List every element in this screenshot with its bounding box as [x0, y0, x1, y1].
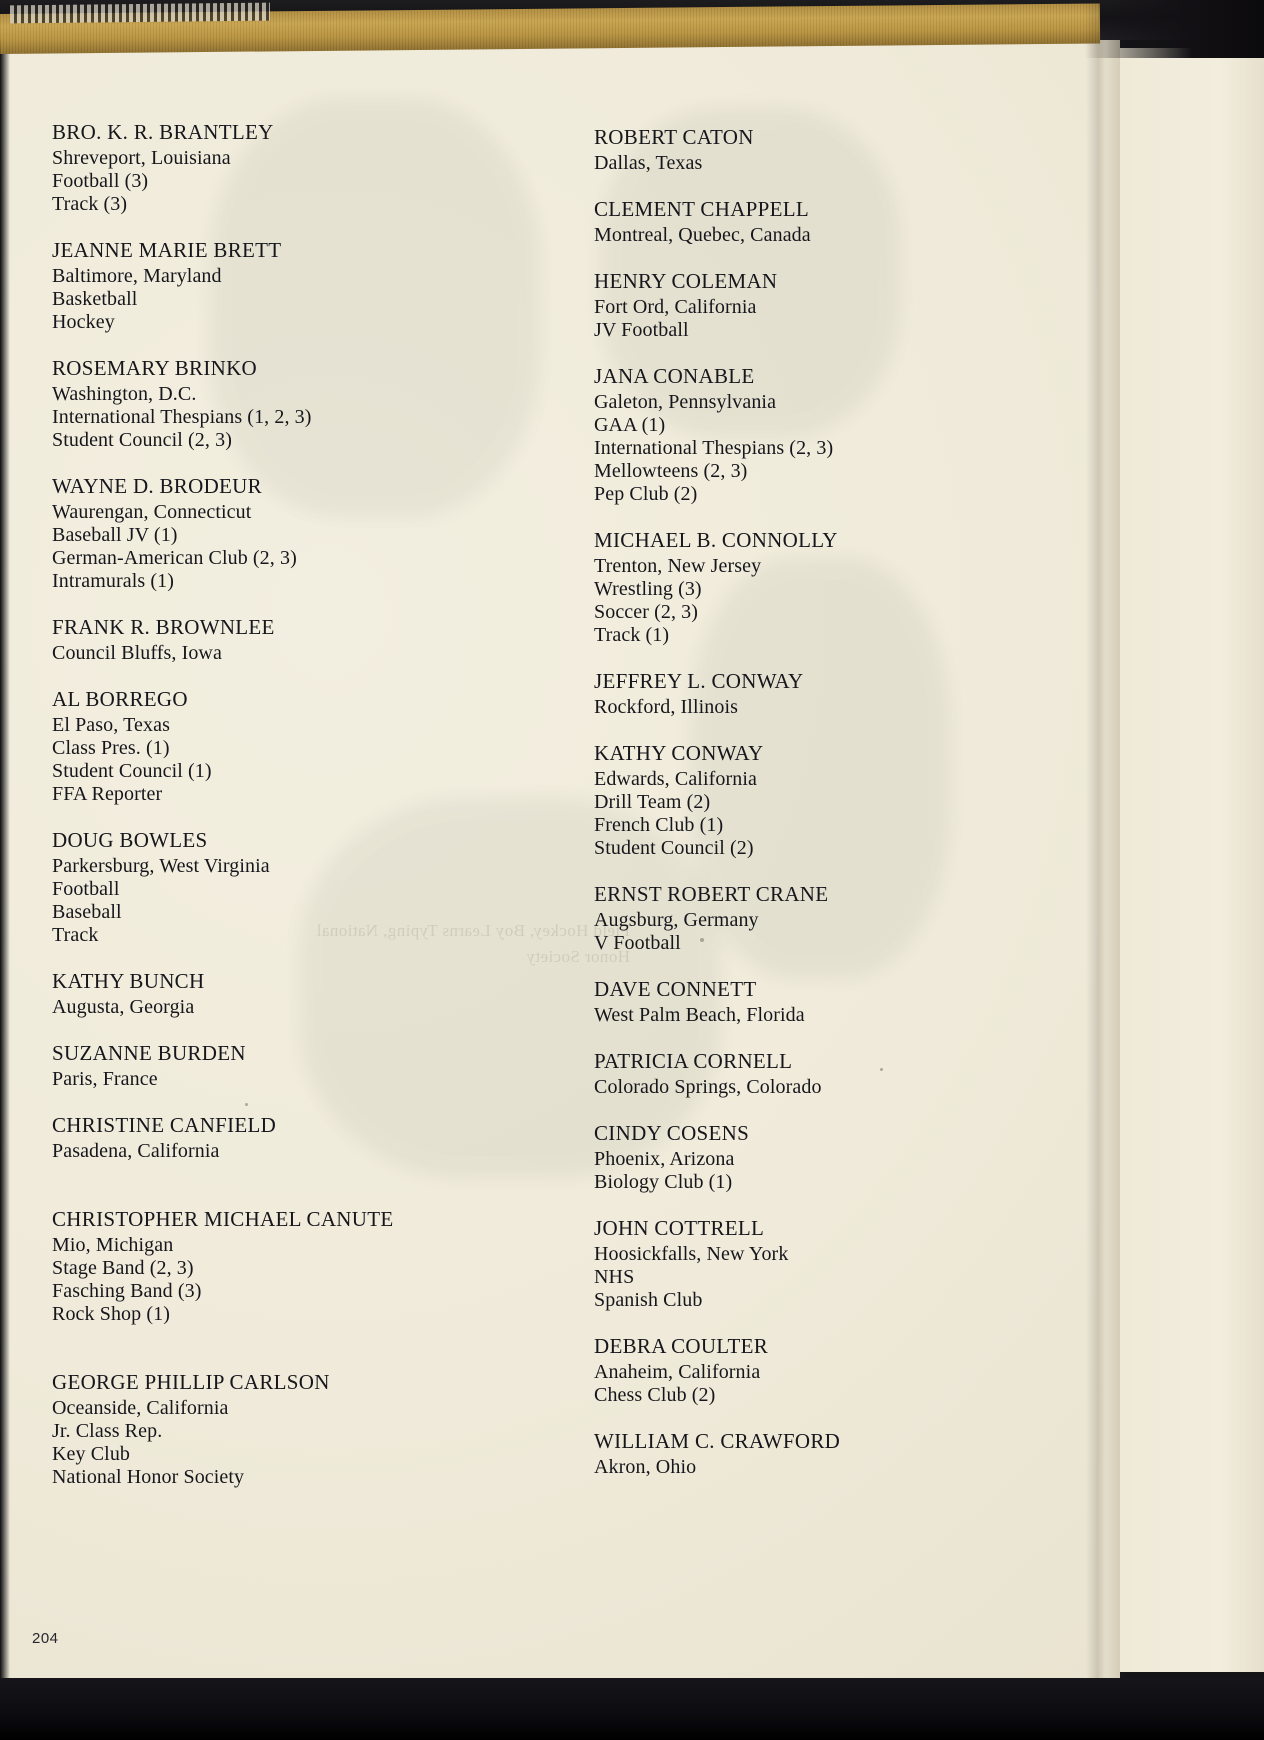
- entry-name: PATRICIA CORNELL: [594, 1049, 793, 1073]
- entry-activity: Pep Club (2): [594, 483, 698, 505]
- entry-name: JANA CONABLE: [594, 364, 755, 388]
- entry-activity: Key Club: [52, 1443, 131, 1465]
- entry-name: KATHY BUNCH: [52, 969, 205, 993]
- entry-activity: French Club (1): [594, 814, 724, 836]
- entry-name: JOHN COTTRELL: [594, 1216, 765, 1240]
- directory-entry: [594, 1334, 1014, 1407]
- entry-activity: Drill Team (2): [594, 791, 711, 813]
- entry-activity: Football (3): [52, 170, 149, 192]
- directory-entry: [594, 528, 1014, 647]
- entry-name: HENRY COLEMAN: [594, 269, 778, 293]
- entry-hometown: Dallas, Texas: [594, 152, 703, 174]
- entry-name: ERNST ROBERT CRANE: [594, 882, 829, 906]
- entry-name: DEBRA COULTER: [594, 1334, 769, 1358]
- entry-name: CLEMENT CHAPPELL: [594, 197, 810, 221]
- entry-activity: German-American Club (2, 3): [52, 547, 297, 569]
- entry-activity: Student Council (2): [594, 837, 754, 859]
- entry-activity: FFA Reporter: [52, 783, 163, 805]
- entry-activity: Student Council (1): [52, 760, 212, 782]
- directory-entry: [594, 1216, 1014, 1312]
- entry-hometown: Washington, D.C.: [52, 383, 197, 405]
- entry-hometown: Shreveport, Louisiana: [52, 147, 231, 169]
- entry-hometown: Mio, Michigan: [52, 1234, 174, 1256]
- directory-entry: [594, 669, 1014, 719]
- entry-hometown: Hoosickfalls, New York: [594, 1243, 789, 1265]
- directory-entry: [52, 828, 472, 947]
- entry-hometown: Augsburg, Germany: [594, 909, 759, 931]
- directory-entry: [594, 741, 1014, 860]
- directory-entry: [52, 238, 472, 334]
- entry-activity: Hockey: [52, 311, 115, 333]
- entry-activity: Intramurals (1): [52, 570, 175, 592]
- entry-hometown: Fort Ord, California: [594, 296, 757, 318]
- entry-hometown: Akron, Ohio: [594, 1456, 697, 1478]
- entry-activity: Student Council (2, 3): [52, 429, 232, 451]
- directory-entry: [52, 120, 472, 216]
- binding-tape-frayed-edge: [10, 3, 270, 24]
- entry-hometown: Colorado Springs, Colorado: [594, 1076, 822, 1098]
- entry-activity: Rock Shop (1): [52, 1303, 170, 1325]
- directory-entry: [52, 1370, 472, 1489]
- page-edge: [1098, 38, 1120, 1680]
- directory-entry: [52, 1207, 472, 1326]
- directory-entry: [594, 125, 1014, 175]
- entry-activity: Mellowteens (2, 3): [594, 460, 748, 482]
- entry-activity: Chess Club (2): [594, 1384, 716, 1406]
- entry-hometown: Paris, France: [52, 1068, 158, 1090]
- entry-hometown: Galeton, Pennsylvania: [594, 391, 777, 413]
- bottom-edge-shadow: [0, 1678, 1264, 1740]
- entry-name: AL BORREGO: [52, 687, 188, 711]
- directory-entry: [52, 356, 472, 452]
- entry-name: SUZANNE BURDEN: [52, 1041, 246, 1065]
- entry-name: WAYNE D. BRODEUR: [52, 474, 262, 498]
- entry-name: DAVE CONNETT: [594, 977, 757, 1001]
- entry-activity: Track (3): [52, 193, 128, 215]
- directory-column-right: [594, 125, 1014, 1501]
- directory-entry: [594, 1121, 1014, 1194]
- entry-activity: International Thespians (1, 2, 3): [52, 406, 312, 428]
- entry-name: GEORGE PHILLIP CARLSON: [52, 1370, 330, 1394]
- entry-activity: Jr. Class Rep.: [52, 1420, 163, 1442]
- entry-hometown: Anaheim, California: [594, 1361, 761, 1383]
- entry-activity: Class Pres. (1): [52, 737, 170, 759]
- entry-hometown: Trenton, New Jersey: [594, 555, 762, 577]
- directory-entry: [52, 687, 472, 806]
- entry-activity: Football: [52, 878, 120, 900]
- directory-entry: [594, 1049, 1014, 1099]
- entry-hometown: Montreal, Quebec, Canada: [594, 224, 811, 246]
- entry-hometown: Baltimore, Maryland: [52, 265, 222, 287]
- entry-hometown: Oceanside, California: [52, 1397, 229, 1419]
- entry-hometown: Council Bluffs, Iowa: [52, 642, 222, 664]
- entry-hometown: Augusta, Georgia: [52, 996, 195, 1018]
- entry-activity: Soccer (2, 3): [594, 601, 699, 623]
- left-edge-shadow: [0, 38, 10, 1680]
- entry-name: ROSEMARY BRINKO: [52, 356, 258, 380]
- entry-hometown: Waurengan, Connecticut: [52, 501, 252, 523]
- entry-activity: JV Football: [594, 319, 689, 341]
- directory-entry: [52, 474, 472, 593]
- directory-entry: [594, 882, 1014, 955]
- entry-hometown: Phoenix, Arizona: [594, 1148, 735, 1170]
- entry-activity: Spanish Club: [594, 1289, 703, 1311]
- entry-name: CHRISTOPHER MICHAEL CANUTE: [52, 1207, 394, 1231]
- directory-entry: [52, 1041, 472, 1091]
- entry-name: CINDY COSENS: [594, 1121, 750, 1145]
- directory-entry: [594, 269, 1014, 342]
- entry-hometown: West Palm Beach, Florida: [594, 1004, 805, 1026]
- entry-activity: International Thespians (2, 3): [594, 437, 834, 459]
- entry-hometown: Parkersburg, West Virginia: [52, 855, 270, 877]
- entry-activity: V Football: [594, 932, 681, 954]
- entry-name: FRANK R. BROWNLEE: [52, 615, 275, 639]
- directory-entry: [594, 364, 1014, 506]
- entry-activity: Basketball: [52, 288, 138, 310]
- entry-activity: NHS: [594, 1266, 635, 1288]
- entry-hometown: Edwards, California: [594, 768, 757, 790]
- directory-entry: [594, 1429, 1014, 1479]
- entry-name: KATHY CONWAY: [594, 741, 764, 765]
- page-number: 204: [32, 1630, 59, 1647]
- entry-name: MICHAEL B. CONNOLLY: [594, 528, 838, 552]
- directory-entry: [594, 197, 1014, 247]
- entry-hometown: El Paso, Texas: [52, 714, 170, 736]
- entry-activity: Baseball JV (1): [52, 524, 178, 546]
- entry-activity: Biology Club (1): [594, 1171, 733, 1193]
- entry-activity: Baseball: [52, 901, 122, 923]
- directory-column-left: [52, 120, 472, 1511]
- entry-name: WILLIAM C. CRAWFORD: [594, 1429, 841, 1453]
- next-page-sheet: [1120, 48, 1264, 1672]
- entry-name: BRO. K. R. BRANTLEY: [52, 120, 274, 144]
- directory-entry: [594, 977, 1014, 1027]
- entry-activity: GAA (1): [594, 414, 666, 436]
- binding-right-shadow: [1084, 0, 1264, 58]
- entry-name: JEANNE MARIE BRETT: [52, 238, 282, 262]
- entry-activity: Fasching Band (3): [52, 1280, 202, 1302]
- entry-activity: Wrestling (3): [594, 578, 702, 600]
- entry-name: JEFFREY L. CONWAY: [594, 669, 804, 693]
- entry-activity: Track (1): [594, 624, 670, 646]
- directory-entry: [52, 1113, 472, 1163]
- entry-hometown: Pasadena, California: [52, 1140, 220, 1162]
- entry-name: DOUG BOWLES: [52, 828, 208, 852]
- entry-activity: Stage Band (2, 3): [52, 1257, 194, 1279]
- entry-activity: National Honor Society: [52, 1466, 245, 1488]
- entry-name: ROBERT CATON: [594, 125, 754, 149]
- directory-entry: [52, 615, 472, 665]
- reverse-page-bleed-text: Field Hockey, Boy Learns Typing, National Honor Society: [316, 921, 630, 966]
- entry-hometown: Rockford, Illinois: [594, 696, 739, 718]
- directory-entry: [52, 969, 472, 1019]
- entry-name: CHRISTINE CANFIELD: [52, 1113, 277, 1137]
- entry-activity: Track: [52, 924, 99, 946]
